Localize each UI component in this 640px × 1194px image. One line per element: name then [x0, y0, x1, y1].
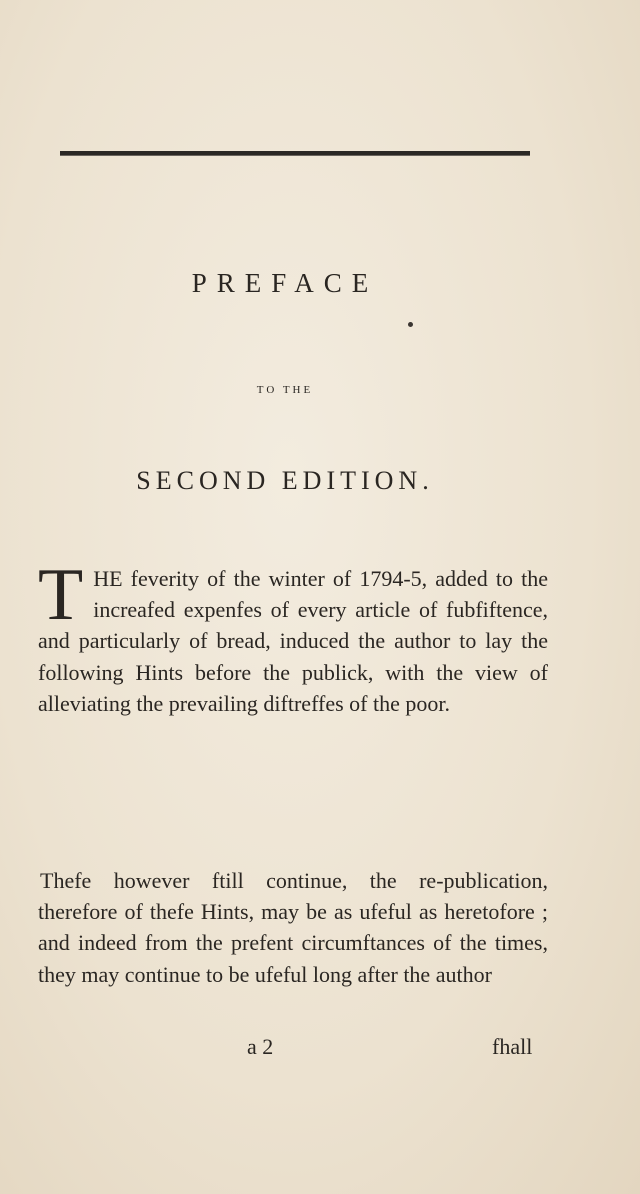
catchword: fhall: [492, 1034, 533, 1059]
top-rule: [60, 151, 530, 156]
paragraph-1-text: HE feverity of the winter of 1794-5, added to the increafed expenfes of every article of fubfiftence, and particularly of bread, induced the author to lay the following Hints before the publick, with the view of alleviating the prevailing diftreffes of the poor.: [38, 566, 548, 716]
ornament-dot: [408, 322, 413, 327]
preface-title: PREFACE: [191, 268, 379, 298]
signature-mark: a 2: [247, 1034, 274, 1059]
drop-cap: T: [38, 554, 84, 636]
paragraph-2: Thefe however ftill continue, the re-publication, therefore of thefe Hints, may be as ufeful as heretofore ; and indeed from the prefent circumftances of the times, they may continue to be ufeful long after the author: [38, 868, 548, 987]
edition-subtitle: SECOND EDITION.: [136, 466, 434, 495]
page-footer: [0, 1034, 640, 1066]
connector-text: TO THE: [256, 384, 314, 396]
paragraph-1: [38, 554, 548, 719]
